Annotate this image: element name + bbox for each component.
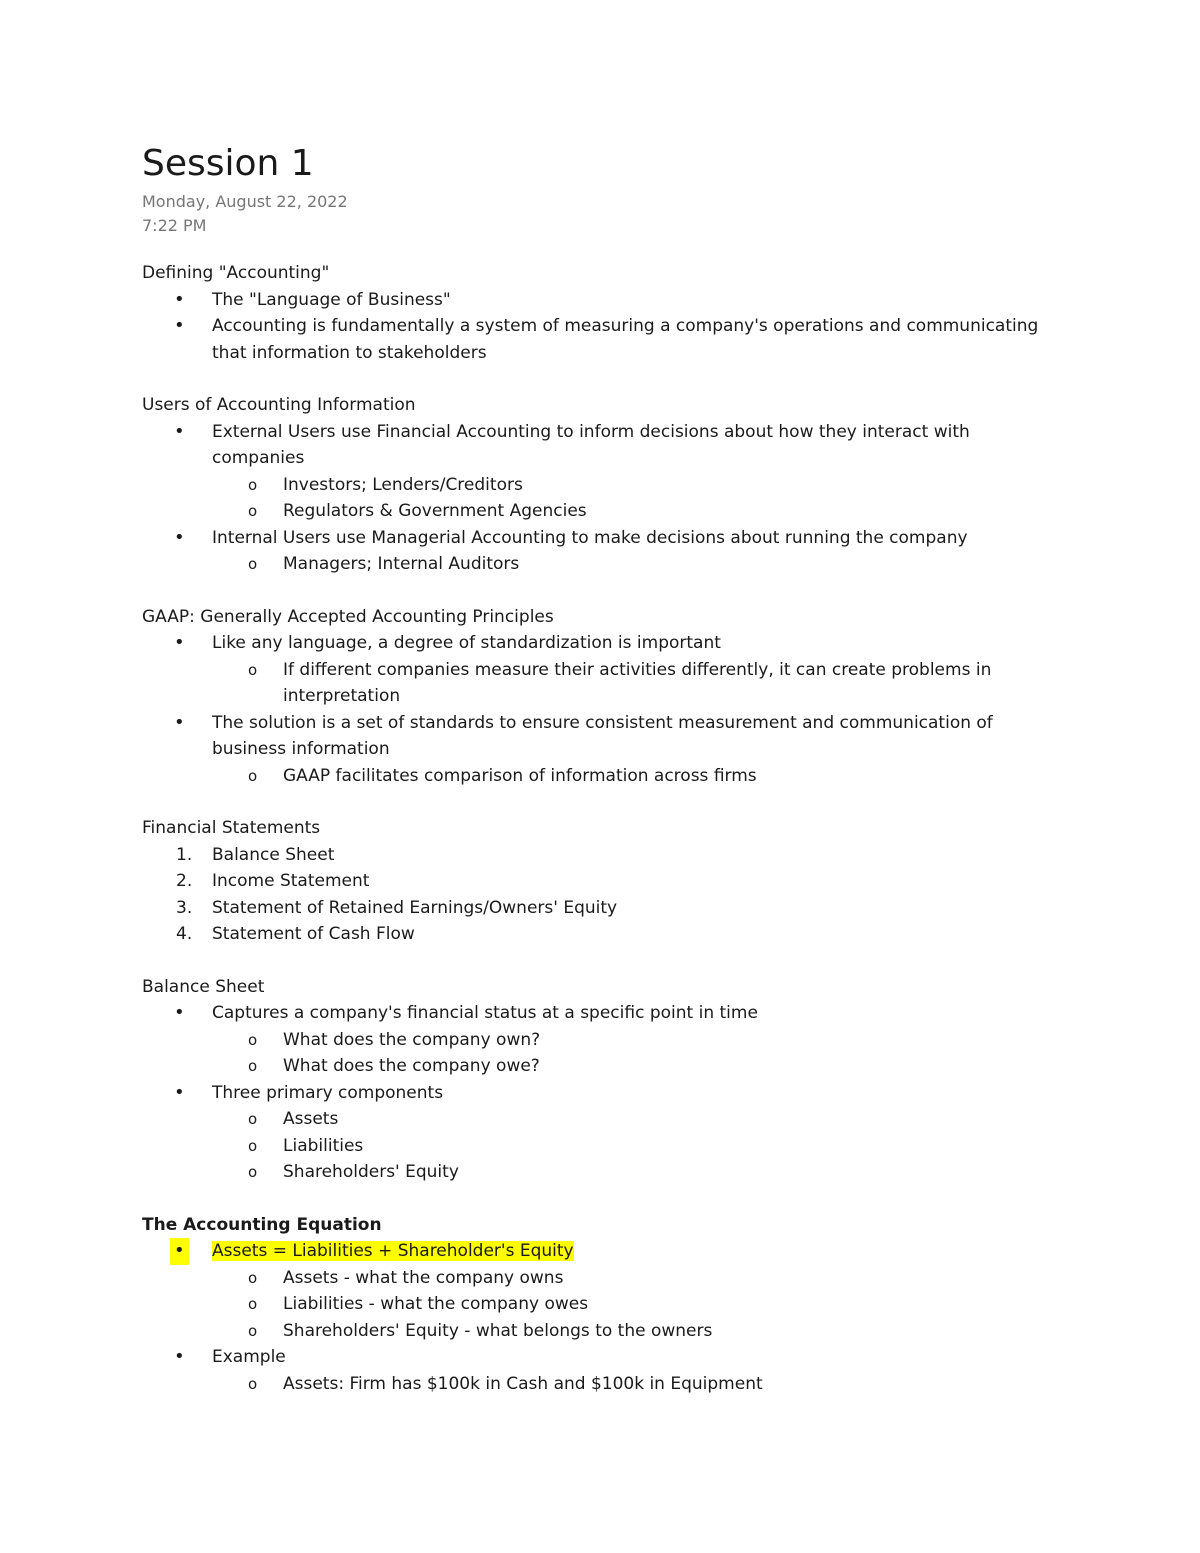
section-heading: Defining "Accounting" xyxy=(142,263,330,283)
list-item xyxy=(142,1000,1102,1027)
list-item xyxy=(142,525,1102,552)
bullet-icon: • xyxy=(174,711,185,733)
list-item-text: Accounting is fundamentally a system of measuring a company's operations and communicating xyxy=(212,316,1039,336)
list-item xyxy=(142,313,1102,340)
list-item-text: Shareholders' Equity xyxy=(283,1162,459,1182)
bullet-icon: • xyxy=(174,1002,185,1023)
item-number: 2. xyxy=(176,871,193,891)
list-item xyxy=(142,419,1102,446)
list-item-text: The solution is a set of standards to ensure consistent measurement and communication of xyxy=(212,712,993,733)
list-item-text: What does the company owe? xyxy=(283,1056,540,1076)
sub-bullet-icon: o xyxy=(248,475,258,494)
sub-bullet-icon: o xyxy=(248,1057,258,1075)
sub-list-item xyxy=(142,1053,1102,1080)
list-item-continuation xyxy=(142,736,1102,763)
list-item-text: Liabilities xyxy=(283,1135,364,1156)
bullet-icon: • xyxy=(174,1346,185,1367)
sub-bullet-icon: o xyxy=(248,1110,258,1128)
list-item-highlighted xyxy=(142,1238,1102,1265)
bullet-icon: • xyxy=(174,315,185,336)
sub-list-item xyxy=(142,1159,1102,1186)
list-item-text: Three primary components xyxy=(212,1082,444,1103)
sub-bullet-icon: o xyxy=(248,502,258,520)
section-heading: Users of Accounting Information xyxy=(142,395,416,415)
list-item-text: Balance Sheet xyxy=(212,844,335,865)
section-balance-sheet xyxy=(142,974,1102,1186)
sub-list-item xyxy=(142,1265,1102,1292)
section-heading: Balance Sheet xyxy=(142,976,265,997)
list-item-text: interpretation xyxy=(283,686,401,706)
numbered-item xyxy=(142,842,1102,869)
list-item-text: Managers; Internal Auditors xyxy=(283,554,520,574)
sub-list-item xyxy=(142,657,1102,684)
list-item-text: Statement of Retained Earnings/Owners' Equity xyxy=(212,897,618,918)
sub-bullet-icon: o xyxy=(248,1030,258,1049)
sub-list-item xyxy=(142,1291,1102,1318)
list-item-text: Income Statement xyxy=(212,871,370,891)
sub-bullet-icon: o xyxy=(248,1295,258,1313)
sub-bullet-icon: o xyxy=(248,1136,258,1155)
list-item-text: Assets: Firm has $100k in Cash and $100k in Equipment xyxy=(283,1373,763,1394)
sub-list-item xyxy=(142,1133,1102,1160)
sub-bullet-icon: o xyxy=(248,1268,258,1287)
section-defining-accounting xyxy=(142,260,1102,366)
list-item-text: Statement of Cash Flow xyxy=(212,924,415,944)
list-item-text: Investors; Lenders/Creditors xyxy=(283,474,523,495)
list-item-text: that information to stakeholders xyxy=(212,342,487,363)
list-item xyxy=(142,1080,1102,1107)
list-item-text: Assets - what the company owns xyxy=(283,1267,564,1288)
section-gaap xyxy=(142,604,1102,790)
section-heading: Financial Statements xyxy=(142,818,321,838)
item-number: 4. xyxy=(176,924,193,944)
highlighted-text: Assets = Liabilities + Shareholder's Equity xyxy=(212,1241,574,1261)
list-item xyxy=(142,287,1102,314)
sub-list-item xyxy=(142,1318,1102,1345)
list-item-text: Liabilities - what the company owes xyxy=(283,1294,589,1314)
item-number: 3. xyxy=(176,897,193,918)
list-item-text: Internal Users use Managerial Accounting to make decisions about running the company xyxy=(212,527,968,548)
bullet-icon: • xyxy=(174,288,185,310)
note-time: 7:22 PM xyxy=(142,216,207,235)
section-financial-statements xyxy=(142,815,1102,948)
section-heading: GAAP: Generally Accepted Accounting Principles xyxy=(142,606,554,627)
numbered-item xyxy=(142,921,1102,948)
bullet-icon: • xyxy=(174,526,185,548)
list-item-text: Shareholders' Equity - what belongs to the owners xyxy=(283,1320,713,1341)
list-item-text: Example xyxy=(212,1347,286,1367)
list-item-continuation xyxy=(142,340,1102,367)
sub-bullet-icon: o xyxy=(248,1163,258,1181)
list-item-text: Regulators & Government Agencies xyxy=(283,501,587,521)
list-item-text: business information xyxy=(212,739,390,759)
sub-list-item xyxy=(142,1371,1102,1398)
sub-bullet-icon: o xyxy=(248,660,258,679)
section-accounting-equation xyxy=(142,1212,1102,1398)
list-item xyxy=(142,1344,1102,1371)
section-heading: The Accounting Equation xyxy=(142,1214,382,1235)
bullet-icon: • xyxy=(174,1081,185,1103)
sub-list-item-continuation xyxy=(142,683,1102,710)
page-title: Session 1 xyxy=(142,143,314,184)
bullet-icon: • xyxy=(174,632,185,653)
note-date: Monday, August 22, 2022 xyxy=(142,192,348,211)
bullet-icon: • xyxy=(170,1238,189,1265)
list-item-text: Captures a company's financial status at a specific point in time xyxy=(212,1003,758,1023)
list-item-text: companies xyxy=(212,448,305,468)
sub-list-item xyxy=(142,1106,1102,1133)
list-item-text: If different companies measure their activities differently, it can create problems in xyxy=(283,659,992,680)
list-item-text: The "Language of Business" xyxy=(212,289,451,310)
note-page xyxy=(142,138,1102,1423)
item-number: 1. xyxy=(176,844,193,865)
list-item xyxy=(142,630,1102,657)
sub-bullet-icon: o xyxy=(248,1321,258,1340)
bullet-icon: • xyxy=(174,420,185,442)
list-item xyxy=(142,710,1102,737)
sub-list-item xyxy=(142,551,1102,578)
list-item-text: Assets xyxy=(283,1109,339,1129)
sub-list-item xyxy=(142,498,1102,525)
numbered-item xyxy=(142,868,1102,895)
sub-bullet-icon: o xyxy=(248,766,258,785)
list-item-continuation xyxy=(142,445,1102,472)
list-item-text: External Users use Financial Accounting to inform decisions about how they interact with xyxy=(212,421,970,442)
list-item-text: GAAP facilitates comparison of information across firms xyxy=(283,765,757,786)
sub-list-item xyxy=(142,472,1102,499)
list-item-text: Like any language, a degree of standardization is important xyxy=(212,633,721,653)
sub-list-item xyxy=(142,1027,1102,1054)
numbered-item xyxy=(142,895,1102,922)
sub-bullet-icon: o xyxy=(248,1374,258,1393)
list-item-text: What does the company own? xyxy=(283,1029,541,1050)
sub-bullet-icon: o xyxy=(248,555,258,573)
section-users xyxy=(142,392,1102,578)
sub-list-item xyxy=(142,763,1102,790)
